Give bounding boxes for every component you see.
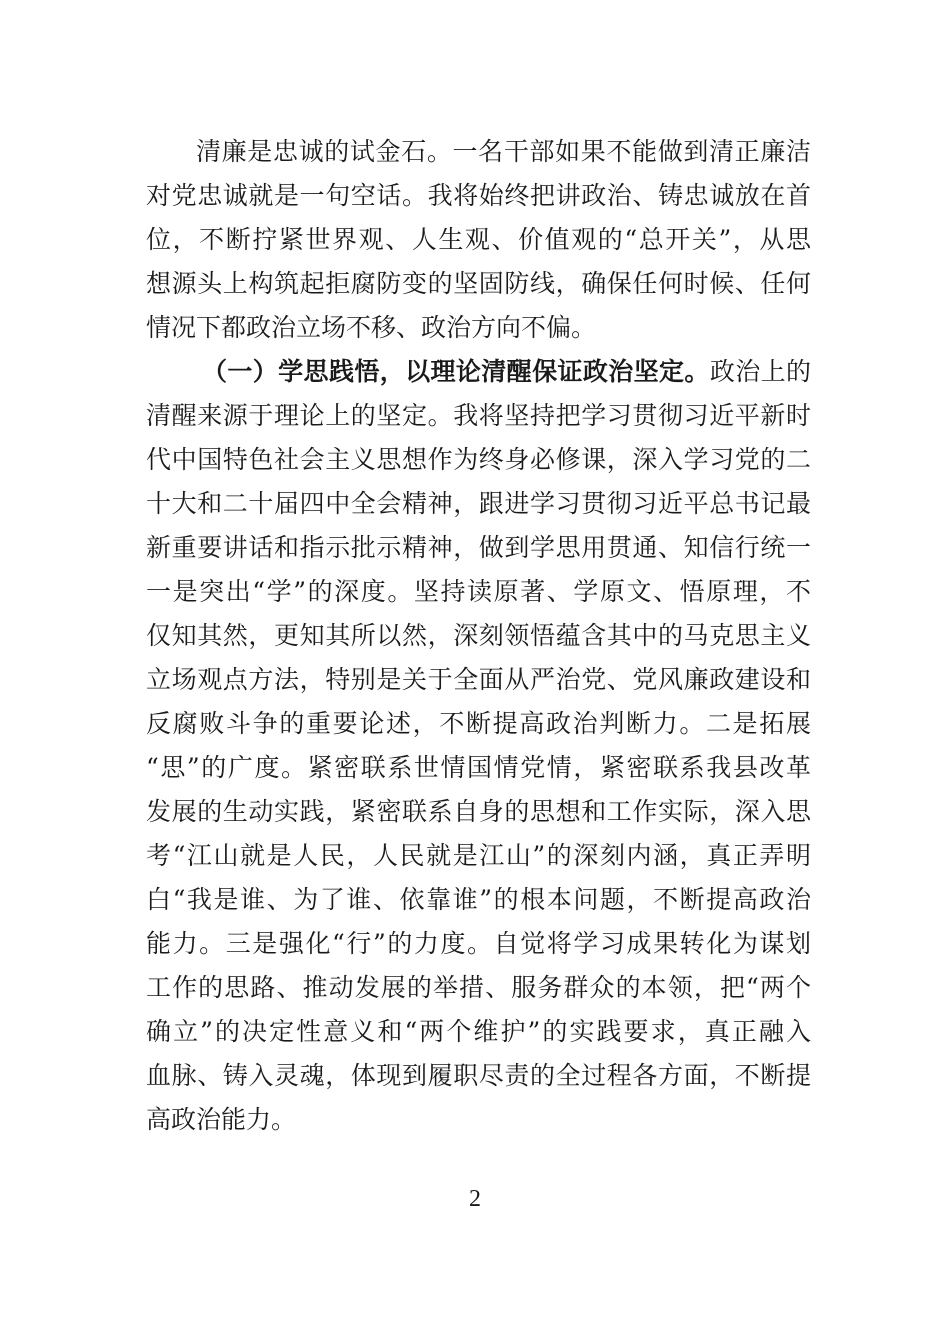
paragraph-1-line-5: 情况下都政治立场不移、政治方向不偏。 (146, 313, 597, 342)
section-heading-rest: 政治上的 (709, 357, 811, 386)
paragraph-1-line-4: 想源头上构筑起拒腐防变的坚固防线，确保任何时候、任何 (146, 269, 811, 298)
paragraph-2-line-6: 一是突出“学”的深度。坚持读原著、学原文、悟原理，不 (146, 577, 811, 606)
paragraph-2-line-7: 仅知其然，更知其所以然，深刻领悟蕴含其中的马克思主义 (146, 621, 811, 650)
paragraph-2-line-12: 考“江山就是人民，人民就是江山”的深刻内涵，真正弄明 (146, 841, 811, 870)
paragraph-2-line-17: 血脉、铸入灵魂，体现到履职尽责的全过程各方面，不断提 (146, 1061, 811, 1090)
paragraph-2-line-11: 发展的生动实践，紧密联系自身的思想和工作实际，深入思 (146, 797, 811, 826)
paragraph-1-line-3: 位，不断拧紧世界观、人生观、价值观的“总开关”，从思 (146, 225, 811, 254)
paragraph-2-line-2: 清醒来源于理论上的坚定。我将坚持把学习贯彻习近平新时 (146, 401, 811, 430)
paragraph-2-line-10: “思”的广度。紧密联系世情国情党情，紧密联系我县改革 (146, 753, 811, 782)
paragraph-2-line-5: 新重要讲话和指示批示精神，做到学思用贯通、知信行统一 (146, 533, 811, 562)
body-text (146, 130, 811, 1142)
paragraph-2-line-16: 确立”的决定性意义和“两个维护”的实践要求，真正融入 (146, 1017, 811, 1046)
paragraph-2-line-3: 代中国特色社会主义思想作为终身必修课，深入学习党的二 (146, 445, 811, 474)
paragraph-2-line-4: 十大和二十届四中全会精神，跟进学习贯彻习近平总书记最 (146, 489, 811, 518)
paragraph-2-line-8: 立场观点方法，特别是关于全面从严治党、党风廉政建设和 (146, 665, 811, 694)
paragraph-2-line-13: 白“我是谁、为了谁、依靠谁”的根本问题，不断提高政治 (146, 885, 811, 914)
paragraph-2-line-14: 能力。三是强化“行”的力度。自觉将学习成果转化为谋划 (146, 929, 811, 958)
paragraph-2-line-9: 反腐败斗争的重要论述，不断提高政治判断力。二是拓展 (146, 709, 811, 738)
paragraph-2-line-1 (146, 350, 811, 394)
paragraph-1-line-2: 对党忠诚就是一句空话。我将始终把讲政治、铸忠诚放在首 (146, 181, 811, 210)
page-number: 2 (469, 1186, 481, 1212)
paragraph-2-line-18: 高政治能力。 (146, 1105, 297, 1134)
paragraph-2-line-15: 工作的思路、推动发展的举措、服务群众的本领，把“两个 (146, 973, 811, 1002)
paragraph-1-line-1: 清廉是忠诚的试金石。一名干部如果不能做到清正廉洁 (196, 137, 811, 166)
section-heading: （一）学思践悟，以理论清醒保证政治坚定。 (202, 357, 710, 386)
